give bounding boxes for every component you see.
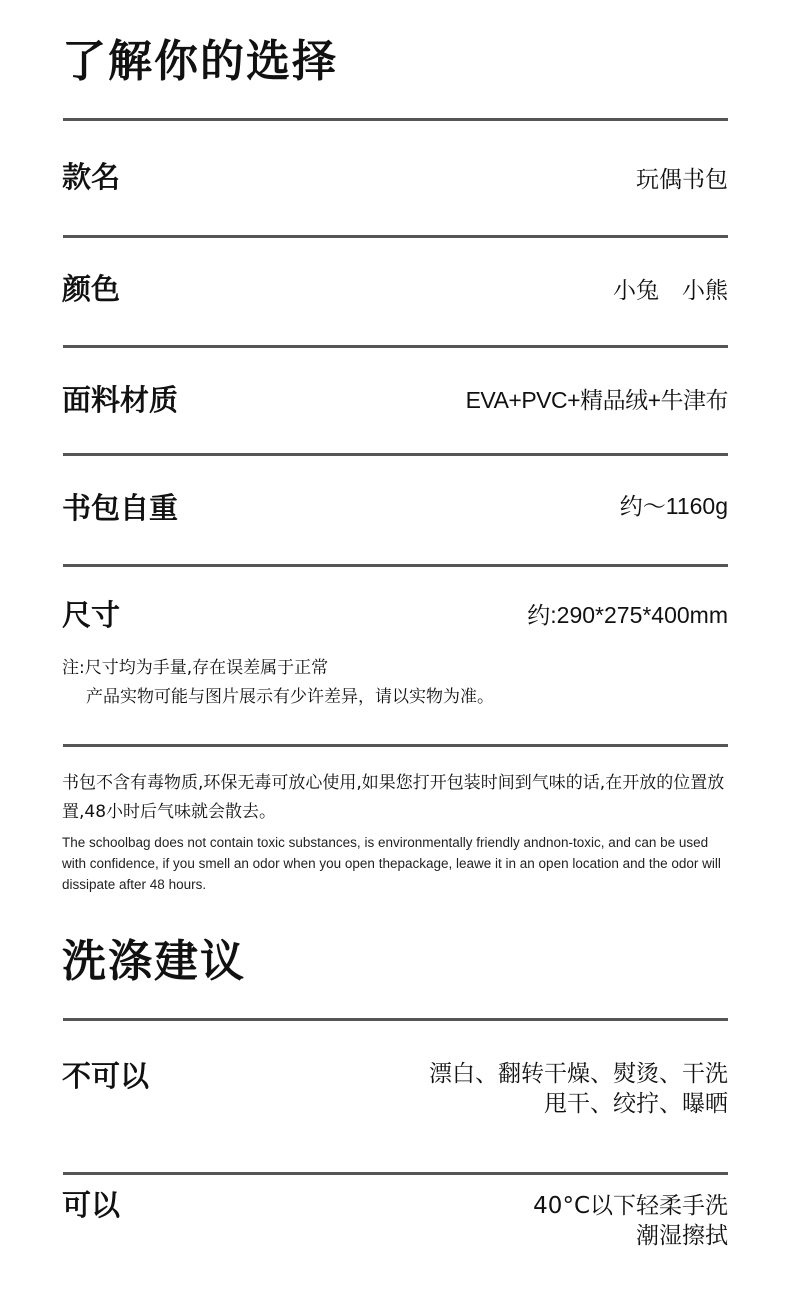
row-value-color: 小兔 小熊 bbox=[613, 278, 728, 304]
row-value-weight: 约～1160g bbox=[619, 493, 728, 519]
row-label-style-name: 款名 bbox=[62, 160, 121, 194]
size-note bbox=[62, 654, 494, 712]
divider bbox=[63, 1172, 728, 1175]
divider bbox=[63, 453, 728, 456]
divider bbox=[63, 235, 728, 238]
row-label-color: 颜色 bbox=[62, 272, 121, 306]
allowed-line-1: 40°C以下轻柔手洗 bbox=[533, 1193, 728, 1219]
row-label-allowed: 可以 bbox=[62, 1188, 121, 1222]
allowed-line-2: 潮湿擦拭 bbox=[636, 1222, 728, 1249]
row-label-weight: 书包自重 bbox=[62, 491, 179, 525]
row-value-allowed bbox=[533, 1192, 728, 1252]
row-value-not-allowed bbox=[429, 1060, 728, 1120]
divider bbox=[63, 1018, 728, 1021]
row-value-material: EVA+PVC+精品绒+牛津布 bbox=[465, 387, 728, 413]
section-title-wash: 洗涤建议 bbox=[62, 936, 246, 987]
safety-note-chinese: 书包不含有毒物质,环保无毒可放心使用,如果您打开包装时间到气味的话,在开放的位置放置,48小时后气味就会散去。 bbox=[62, 773, 725, 822]
size-note-line-2: 产品实物可能与图片展示有少许差异，请以实物为准。 bbox=[86, 687, 494, 707]
row-label-size: 尺寸 bbox=[62, 598, 121, 632]
row-label-material: 面料材质 bbox=[62, 383, 179, 417]
row-label-not-allowed: 不可以 bbox=[62, 1059, 150, 1093]
divider bbox=[63, 744, 728, 747]
divider bbox=[63, 564, 728, 567]
section-title-choice: 了解你的选择 bbox=[62, 36, 338, 87]
divider bbox=[63, 345, 728, 348]
divider bbox=[63, 118, 728, 121]
safety-note-english: The schoolbag does not contain toxic substances, is environmentally friendly andnon-toxic, and can be used with confidence, if you smell an odor when you open thepackage, leawe it in an open location and the odor will dissipate after 48 hours. bbox=[62, 835, 721, 892]
not-allowed-line-2: 甩干、绞拧、曝晒 bbox=[544, 1090, 728, 1117]
row-value-style-name: 玩偶书包 bbox=[636, 167, 728, 193]
size-note-line-1: 注:尺寸均为手量,存在误差属于正常 bbox=[62, 658, 329, 678]
row-value-size: 约:290*275*400mm bbox=[527, 602, 728, 628]
not-allowed-line-1: 漂白、翻转干燥、熨烫、干洗 bbox=[429, 1061, 728, 1087]
